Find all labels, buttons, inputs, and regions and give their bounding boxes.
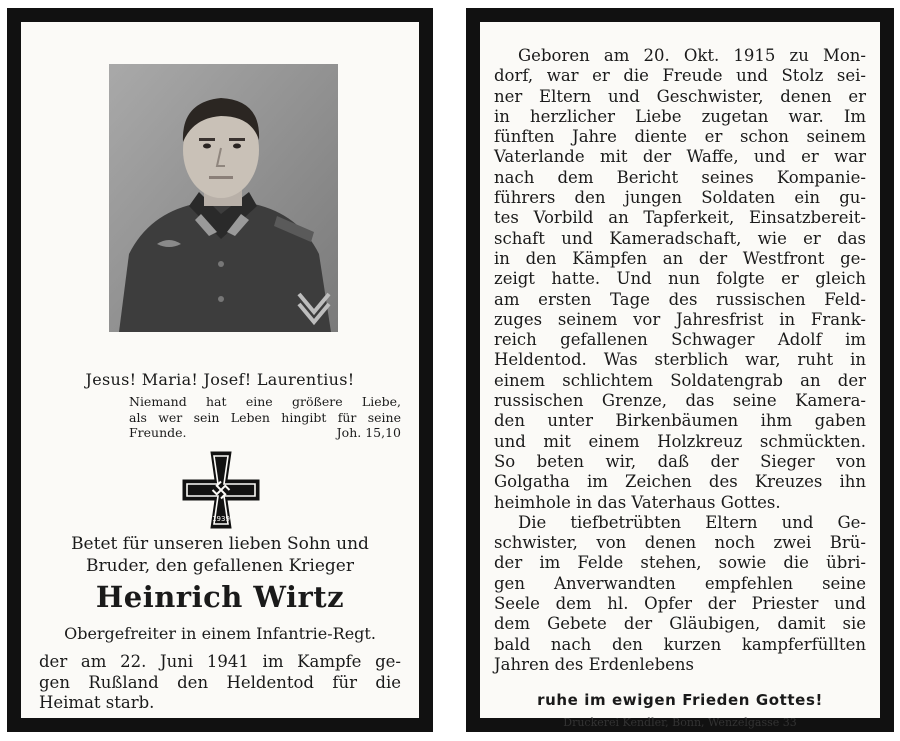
- left-card-inner: [21, 22, 419, 718]
- bio-line: Heldentod. Was sterblich war, ruht in: [494, 350, 866, 370]
- bio-line: nach dem Bericht seines Kompanie-: [494, 167, 866, 187]
- closing-blessing: ruhe im ewigen Frieden Gottes!: [537, 691, 823, 709]
- bio-line: am ersten Tage des russischen Feld-: [494, 289, 866, 309]
- death-line: gen Rußland den Heldentod für die: [39, 672, 401, 692]
- quote-line: Freunde.: [129, 425, 187, 440]
- iron-cross-icon: [181, 450, 261, 530]
- military-rank: Obergefreiter in einem Infantrie-Regt.: [64, 624, 376, 643]
- bio-line: bald nach den kurzen kampferfüllten: [494, 634, 866, 654]
- quote-line: als wer sein Leben hingibt für seine: [129, 409, 401, 425]
- prayer-request: [21, 533, 419, 577]
- death-line: Heimat starb.: [39, 693, 155, 712]
- bio-line: schwister, von denen noch zwei Brü-: [494, 533, 866, 553]
- bio-line: ner Eltern und Geschwister, denen er: [494, 86, 866, 106]
- bio-line: fünften Jahre diente er schon seinem: [494, 127, 866, 147]
- quote-last-line: [129, 425, 401, 441]
- bio-line: dorf, war er die Freude und Stolz sei-: [494, 66, 866, 86]
- death-line: der am 22. Juni 1941 im Kampfe ge-: [39, 652, 401, 671]
- death-notice: [39, 652, 401, 714]
- bio-line: heimhole in das Vaterhaus Gottes.: [494, 492, 781, 512]
- bio-line: russischen Grenze, das seine Kamera-: [494, 391, 866, 411]
- soldier-portrait-image: [109, 64, 338, 332]
- bio-line: Vaterlande mit der Waffe, und er war: [494, 147, 866, 167]
- quote-reference: Joh. 15,10: [336, 425, 401, 440]
- prayer-line: Bruder, den gefallenen Krieger: [86, 556, 354, 576]
- bio-line: dem Gebete der Gläubigen, damit sie: [494, 614, 866, 634]
- bio-line: der im Felde stehen, sowie die übri-: [494, 553, 866, 573]
- biography-text: [494, 46, 866, 675]
- bio-line: Geboren am 20. Okt. 1915 zu Mon-: [518, 46, 866, 65]
- cross-year: 1939: [212, 515, 230, 523]
- quote-line: Niemand hat eine größere Liebe,: [129, 394, 401, 409]
- bio-line: Die tiefbetrübten Eltern und Ge-: [518, 512, 866, 532]
- deceased-name: Heinrich Wirtz: [95, 580, 345, 614]
- left-card: [7, 8, 433, 732]
- prayer-line: Betet für unseren lieben Sohn und: [71, 534, 369, 554]
- bio-line: gen Anverwandten empfehlen seine: [494, 573, 866, 593]
- bio-line: führers den jungen Soldaten ein gu-: [494, 188, 866, 208]
- bio-line: Jahren des Erdenlebens: [494, 654, 694, 674]
- bible-quote: [129, 394, 401, 441]
- bio-line: tes Vorbild an Tapferkeit, Einsatzbereit-: [494, 208, 866, 228]
- invocation-heading: Jesus! Maria! Josef! Laurentius!: [85, 370, 355, 389]
- iron-cross-emblem: [181, 450, 261, 530]
- printer-imprint: Druckerei Kendler, Bonn, Wenzelgasse 33: [563, 716, 797, 729]
- portrait-photo: [109, 64, 338, 332]
- bio-line: So beten wir, daß der Sieger von: [494, 451, 866, 471]
- right-card: [466, 8, 894, 732]
- bio-line: Seele dem hl. Opfer der Priester und: [494, 594, 866, 614]
- bio-line: zeigt hatte. Und nun folgte er gleich: [494, 269, 866, 289]
- bio-line: und mit einem Holzkreuz schmückten.: [494, 431, 866, 451]
- bio-line: reich gefallenen Schwager Adolf im: [494, 330, 866, 350]
- bio-line: in den Kämpfen an der Westfront ge-: [494, 248, 866, 268]
- bio-line: einem schlichtem Soldatengrab an der: [494, 370, 866, 390]
- bio-line: Golgatha im Zeichen des Kreuzes ihn: [494, 472, 866, 492]
- bio-line: den unter Birkenbäumen ihm gaben: [494, 411, 866, 431]
- bio-line: zuges seinem vor Jahresfrist in Frank-: [494, 309, 866, 329]
- bio-line: schaft und Kameradschaft, wie er das: [494, 228, 866, 248]
- bio-line: in herzlicher Liebe zugetan war. Im: [494, 106, 866, 126]
- right-card-inner: [480, 22, 880, 729]
